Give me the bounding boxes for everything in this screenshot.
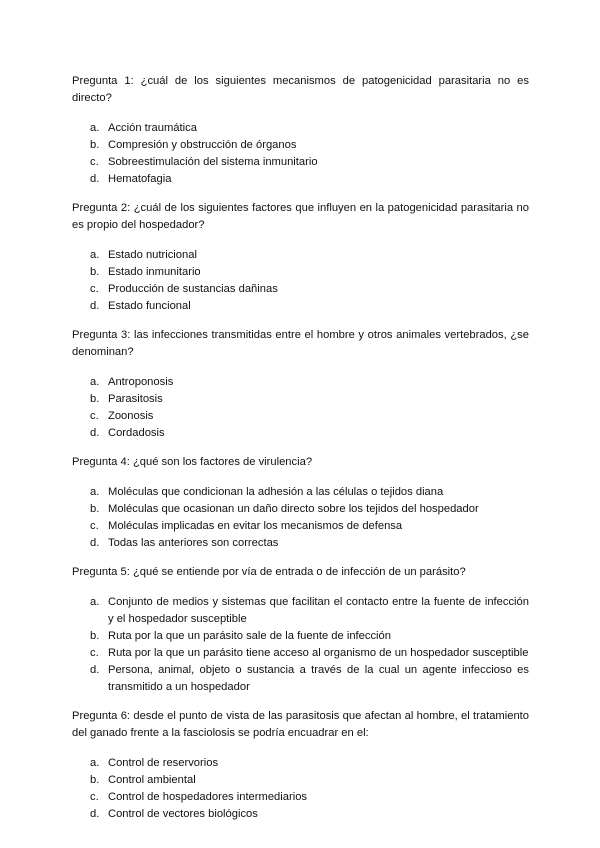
option-text: Persona, animal, objeto o sustancia a través de la cual un agente infeccioso es transmitido a un hospedador xyxy=(108,664,529,693)
option-item xyxy=(72,137,529,154)
question-3 xyxy=(72,327,529,442)
option-letter: a. xyxy=(90,596,100,608)
option-text: Zoonosis xyxy=(108,410,154,422)
option-item xyxy=(72,594,529,628)
option-item xyxy=(72,298,529,315)
option-item xyxy=(72,247,529,264)
document-page xyxy=(72,73,529,835)
option-letter: d. xyxy=(90,173,100,185)
option-letter: b. xyxy=(90,139,100,151)
option-item xyxy=(72,535,529,552)
option-letter: b. xyxy=(90,266,100,278)
option-text: Estado funcional xyxy=(108,300,191,312)
option-item xyxy=(72,425,529,442)
option-text: Moléculas que ocasionan un daño directo sobre los tejidos del hospedador xyxy=(108,503,479,515)
question-text: Pregunta 4: ¿qué son los factores de virulencia? xyxy=(72,456,313,468)
option-text: Sobreestimulación del sistema inmunitario xyxy=(108,156,318,168)
option-text: Control de hospedadores intermediarios xyxy=(108,791,308,803)
option-item xyxy=(72,772,529,789)
option-letter: a. xyxy=(90,486,100,498)
option-item xyxy=(72,806,529,823)
option-list xyxy=(72,247,529,315)
option-letter: d. xyxy=(90,664,100,676)
option-letter: a. xyxy=(90,376,100,388)
option-item xyxy=(72,662,529,696)
option-list xyxy=(72,594,529,696)
option-item xyxy=(72,789,529,806)
option-text: Control de vectores biológicos xyxy=(108,808,258,820)
option-text: Parasitosis xyxy=(108,393,163,405)
option-letter: a. xyxy=(90,757,100,769)
option-letter: d. xyxy=(90,537,100,549)
option-text: Todas las anteriores son correctas xyxy=(108,537,279,549)
option-letter: b. xyxy=(90,630,100,642)
question-text: Pregunta 5: ¿qué se entiende por vía de entrada o de infección de un parásito? xyxy=(72,566,466,578)
option-letter: c. xyxy=(90,410,99,422)
option-item xyxy=(72,374,529,391)
option-text: Antroponosis xyxy=(108,376,174,388)
option-item xyxy=(72,484,529,501)
option-text: Estado nutricional xyxy=(108,249,197,261)
option-list xyxy=(72,755,529,823)
option-letter: d. xyxy=(90,300,100,312)
option-letter: c. xyxy=(90,791,99,803)
option-text: Conjunto de medios y sistemas que facilitan el contacto entre la fuente de infección y el hospedador susceptible xyxy=(108,596,529,625)
question-5 xyxy=(72,564,529,696)
option-letter: d. xyxy=(90,808,100,820)
question-text: Pregunta 3: las infecciones transmitidas entre el hombre y otros animales vertebrados, ¿se denominan? xyxy=(72,329,529,358)
option-text: Cordadosis xyxy=(108,427,165,439)
option-letter: a. xyxy=(90,122,100,134)
option-text: Acción traumática xyxy=(108,122,197,134)
option-text: Compresión y obstrucción de órganos xyxy=(108,139,297,151)
option-letter: c. xyxy=(90,156,99,168)
option-letter: c. xyxy=(90,647,99,659)
option-item xyxy=(72,628,529,645)
option-item xyxy=(72,501,529,518)
option-item xyxy=(72,154,529,171)
question-4 xyxy=(72,454,529,552)
option-list xyxy=(72,484,529,552)
option-text: Ruta por la que un parásito sale de la fuente de infección xyxy=(108,630,391,642)
option-text: Control de reservorios xyxy=(108,757,219,769)
option-item xyxy=(72,120,529,137)
option-item xyxy=(72,755,529,772)
option-item xyxy=(72,408,529,425)
option-text: Estado inmunitario xyxy=(108,266,201,278)
question-text: Pregunta 6: desde el punto de vista de las parasitosis que afectan al hombre, el tratamiento del ganado frente a la fasciolosis se podría encuadrar en el: xyxy=(72,710,529,739)
option-item xyxy=(72,518,529,535)
question-1 xyxy=(72,73,529,188)
option-text: Hematofagia xyxy=(108,173,172,185)
option-item xyxy=(72,281,529,298)
option-item xyxy=(72,391,529,408)
option-text: Moléculas que condicionan la adhesión a las células o tejidos diana xyxy=(108,486,444,498)
option-list xyxy=(72,374,529,442)
option-letter: b. xyxy=(90,774,100,786)
option-letter: a. xyxy=(90,249,100,261)
option-list xyxy=(72,120,529,188)
question-6 xyxy=(72,708,529,823)
question-2 xyxy=(72,200,529,315)
option-letter: d. xyxy=(90,427,100,439)
option-letter: b. xyxy=(90,393,100,405)
option-text: Moléculas implicadas en evitar los mecanismos de defensa xyxy=(108,520,403,532)
option-item xyxy=(72,264,529,281)
option-letter: c. xyxy=(90,283,99,295)
option-text: Producción de sustancias dañinas xyxy=(108,283,278,295)
option-text: Control ambiental xyxy=(108,774,196,786)
option-letter: c. xyxy=(90,520,99,532)
option-text: Ruta por la que un parásito tiene acceso al organismo de un hospedador susceptible xyxy=(108,647,529,659)
question-text: Pregunta 1: ¿cuál de los siguientes mecanismos de patogenicidad parasitaria no es directo? xyxy=(72,75,529,104)
option-letter: b. xyxy=(90,503,100,515)
option-item xyxy=(72,171,529,188)
option-item xyxy=(72,645,529,662)
question-text: Pregunta 2: ¿cuál de los siguientes factores que influyen en la patogenicidad parasitaria no es propio del hospedador? xyxy=(72,202,529,231)
